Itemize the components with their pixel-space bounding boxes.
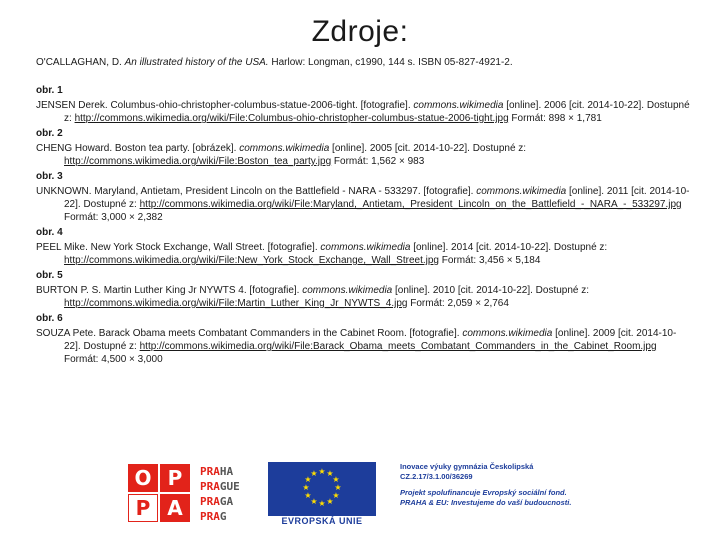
citation-link[interactable]: http://commons.wikimedia.org/wiki/File:Columbus-ohio-christopher-columbus-statue-2006-tight.jpg bbox=[74, 113, 509, 124]
citation-text: UNKNOWN. Maryland, Antietam, President Lincoln on the Battlefield - NARA - 533297. [fotografie]. bbox=[36, 186, 477, 197]
svg-text:★: ★ bbox=[318, 467, 326, 476]
image-source-1 bbox=[36, 84, 690, 125]
praha-row: PRAGUE bbox=[200, 480, 240, 493]
svg-text:★: ★ bbox=[332, 475, 340, 484]
praha-row: PRAG bbox=[200, 510, 227, 523]
image-label: obr. 3 bbox=[36, 171, 63, 182]
image-source-4 bbox=[36, 226, 690, 267]
svg-text:★: ★ bbox=[304, 491, 312, 500]
oppa-letter: A bbox=[160, 494, 190, 522]
citation bbox=[36, 185, 690, 224]
references-list bbox=[36, 56, 690, 368]
citation-date: [online]. 2005 [cit. 2014-10-22]. Dostupné z: bbox=[329, 143, 527, 154]
svg-text:★: ★ bbox=[326, 497, 334, 506]
citation-source: commons.wikimedia bbox=[462, 328, 553, 339]
eu-flag-icon bbox=[268, 462, 376, 516]
project-info bbox=[400, 462, 688, 508]
main-reference-details: Harlow: Longman, c1990, 144 s. ISBN 05-827-4921-2. bbox=[268, 57, 513, 68]
citation-link[interactable]: http://commons.wikimedia.org/wiki/File:New_York_Stock_Exchange,_Wall_Street.jpg bbox=[64, 255, 439, 266]
main-reference bbox=[36, 56, 690, 69]
eu-stars-icon bbox=[268, 462, 376, 516]
image-source-2 bbox=[36, 127, 690, 168]
svg-text:★: ★ bbox=[332, 491, 340, 500]
svg-text:★: ★ bbox=[310, 497, 318, 506]
citation-link[interactable]: http://commons.wikimedia.org/wiki/File:Boston_tea_party.jpg bbox=[64, 156, 332, 167]
svg-text:★: ★ bbox=[310, 469, 318, 478]
citation bbox=[36, 142, 690, 168]
page-title: Zdroje: bbox=[311, 15, 409, 48]
citation-format: Formát: 898 × 1,781 bbox=[508, 113, 602, 124]
svg-text:★: ★ bbox=[318, 499, 326, 508]
citation-source: commons.wikimedia bbox=[239, 143, 330, 154]
citation-date: [online]. 2014 [cit. 2014-10-22]. Dostupné z: bbox=[410, 242, 608, 253]
image-label: obr. 1 bbox=[36, 85, 63, 96]
citation-format: Formát: 3,456 × 5,184 bbox=[438, 255, 541, 266]
oppa-letter: O bbox=[128, 464, 158, 492]
image-label: obr. 2 bbox=[36, 128, 63, 139]
praha-row: PRAGA bbox=[200, 495, 234, 508]
citation-source: commons.wikimedia bbox=[302, 285, 393, 296]
citation bbox=[36, 99, 690, 125]
citation bbox=[36, 241, 690, 267]
image-label: obr. 6 bbox=[36, 313, 63, 324]
funding-note: Projekt spolufinancuje Evropský sociální fond. bbox=[400, 488, 567, 497]
main-reference-text: O'CALLAGHAN, D. bbox=[36, 57, 125, 68]
svg-text:★: ★ bbox=[304, 475, 312, 484]
image-source-3 bbox=[36, 170, 690, 224]
praha-row: PRAHA bbox=[200, 465, 234, 478]
citation-date: [online]. 2006 [cit. 2014-10-22]. Dostupné z: bbox=[64, 100, 690, 124]
citation-date: [online]. 2009 [cit. 2014-10-22]. Dostupné z: bbox=[64, 328, 677, 352]
oppa-letter: P bbox=[128, 494, 158, 522]
citation-date: [online]. 2011 [cit. 2014-10-22]. Dostupné z: bbox=[64, 186, 690, 210]
citation-format: Formát: 3,000 × 2,382 bbox=[64, 212, 163, 223]
citation-link[interactable]: http://commons.wikimedia.org/wiki/File:Martin_Luther_King_Jr_NYWTS_4.jpg bbox=[64, 298, 408, 309]
svg-text:★: ★ bbox=[326, 469, 334, 478]
citation bbox=[36, 284, 690, 310]
citation-text: CHENG Howard. Boston tea party. [obrázek]. bbox=[36, 143, 240, 154]
eu-label: EVROPSKÁ UNIE bbox=[281, 516, 363, 526]
citation-source: commons.wikimedia bbox=[413, 100, 504, 111]
praha-logo bbox=[200, 464, 256, 524]
citation-date: [online]. 2010 [cit. 2014-10-22]. Dostupné z: bbox=[392, 285, 590, 296]
main-reference-title: An illustrated history of the USA. bbox=[124, 57, 269, 68]
image-label: obr. 4 bbox=[36, 227, 63, 238]
oppa-logo bbox=[128, 464, 194, 524]
citation-text: PEEL Mike. New York Stock Exchange, Wall Street. [fotografie]. bbox=[36, 242, 321, 253]
citation bbox=[36, 327, 690, 366]
image-source-5 bbox=[36, 269, 690, 310]
image-source-6 bbox=[36, 312, 690, 366]
image-label: obr. 5 bbox=[36, 270, 63, 281]
citation-text: BURTON P. S. Martin Luther King Jr NYWTS 4. [fotografie]. bbox=[36, 285, 303, 296]
svg-text:★: ★ bbox=[334, 483, 342, 492]
citation-text: SOUZA Pete. Barack Obama meets Combatant Commanders in the Cabinet Room. [fotografie]. bbox=[36, 328, 463, 339]
project-footer bbox=[128, 458, 688, 530]
citation-format: Formát: 2,059 × 2,764 bbox=[407, 298, 509, 309]
citation-source: commons.wikimedia bbox=[476, 186, 567, 197]
citation-text: JENSEN Derek. Columbus-ohio-christopher-columbus-statue-2006-tight. [fotografie]. bbox=[36, 100, 414, 111]
funding-motto: PRAHA & EU: Investujeme do vaší budoucnosti. bbox=[400, 498, 572, 507]
citation-format: Formát: 1,562 × 983 bbox=[331, 156, 425, 167]
oppa-letter: P bbox=[160, 464, 190, 492]
citation-source: commons.wikimedia bbox=[320, 242, 411, 253]
citation-link[interactable]: http://commons.wikimedia.org/wiki/File:Maryland,_Antietam,_President_Lincoln_on_the_Battlefield_-_NARA_-_533297.jpg bbox=[139, 199, 682, 210]
project-code: CZ.2.17/3.1.00/36269 bbox=[400, 472, 473, 481]
citation-format: Formát: 4,500 × 3,000 bbox=[64, 354, 163, 365]
project-name: Inovace výuky gymnázia Českolipská bbox=[400, 462, 534, 471]
svg-text:★: ★ bbox=[302, 483, 310, 492]
eu-logo bbox=[260, 460, 390, 528]
citation-link[interactable]: http://commons.wikimedia.org/wiki/File:Barack_Obama_meets_Combatant_Commanders_in_the_Cabinet_Room.jpg bbox=[139, 341, 657, 352]
